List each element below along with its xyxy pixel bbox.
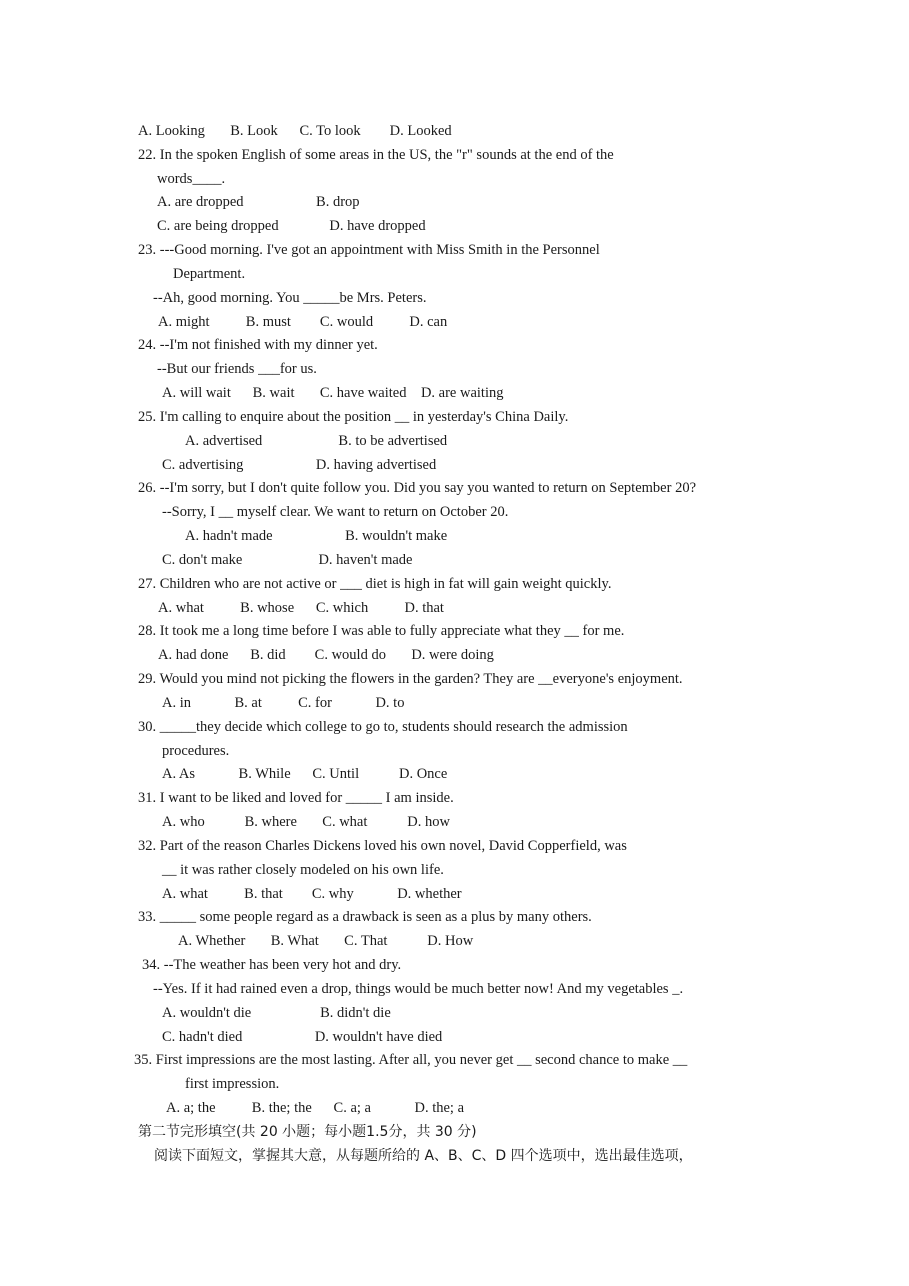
text-line: A. will wait B. wait C. have waited D. are waiting: [162, 385, 504, 401]
section-heading: 第二节完形填空(共 20 小题；每小题1.5分，共 30 分): [138, 1124, 477, 1140]
text-line: A. hadn't made B. wouldn't make: [185, 528, 448, 544]
text-line: __ it was rather closely modeled on his own life.: [162, 862, 444, 878]
text-line: A. what B. whose C. which D. that: [158, 600, 444, 616]
text-line: procedures.: [162, 743, 230, 759]
section-instructions: 阅读下面短文，掌握其大意，从每题所给的 A、B、C、D 四个选项中，选出最佳选项，: [154, 1148, 693, 1164]
text-line: A. wouldn't die B. didn't die: [162, 1005, 391, 1021]
text-line: --Ah, good morning. You _____be Mrs. Peters.: [153, 290, 427, 306]
text-line: 28. It took me a long time before I was able to fully appreciate what they __ for me.: [138, 623, 625, 639]
text-line: A. are dropped B. drop: [157, 194, 360, 210]
text-line: 24. --I'm not finished with my dinner yet.: [138, 337, 378, 353]
text-line: 23. ---Good morning. I've got an appointment with Miss Smith in the Personnel: [138, 242, 600, 258]
text-line: Department.: [173, 266, 246, 282]
text-line: A. Whether B. What C. That D. How: [178, 933, 474, 949]
text-line: A. Looking B. Look C. To look D. Looked: [138, 123, 452, 139]
text-line: --But our friends ___for us.: [157, 361, 317, 377]
text-line: C. are being dropped D. have dropped: [157, 218, 426, 234]
text-line: 27. Children who are not active or ___ diet is high in fat will gain weight quickly.: [138, 576, 612, 592]
text-line: --Sorry, I __ myself clear. We want to return on October 20.: [162, 504, 509, 520]
text-line: 34. --The weather has been very hot and dry.: [142, 957, 402, 973]
text-line: A. a; the B. the; the C. a; a D. the; a: [166, 1100, 465, 1116]
text-line: A. in B. at C. for D. to: [162, 695, 405, 711]
text-line: first impression.: [185, 1076, 280, 1092]
text-line: 33. _____ some people regard as a drawback is seen as a plus by many others.: [138, 909, 592, 925]
text-line: A. what B. that C. why D. whether: [162, 886, 462, 902]
text-line: C. hadn't died D. wouldn't have died: [162, 1029, 443, 1045]
text-line: 29. Would you mind not picking the flowers in the garden? They are __everyone's enjoyment.: [138, 671, 683, 687]
text-line: 26. --I'm sorry, but I don't quite follow you. Did you say you wanted to return on September 20?: [138, 480, 697, 496]
text-line: A. who B. where C. what D. how: [162, 814, 450, 830]
text-line: 35. First impressions are the most lasting. After all, you never get __ second chance to make __: [134, 1052, 688, 1068]
text-line: --Yes. If it had rained even a drop, things would be much better now! And my vegetables _.: [153, 981, 684, 997]
text-line: A. As B. While C. Until D. Once: [162, 766, 448, 782]
text-line: C. don't make D. haven't made: [162, 552, 413, 568]
text-line: A. might B. must C. would D. can: [158, 314, 448, 330]
text-line: C. advertising D. having advertised: [162, 457, 437, 473]
text-line: 32. Part of the reason Charles Dickens loved his own novel, David Copperfield, was: [138, 838, 627, 854]
text-line: 30. _____they decide which college to go to, students should research the admission: [138, 719, 628, 735]
text-line: 25. I'm calling to enquire about the position __ in yesterday's China Daily.: [138, 409, 569, 425]
text-line: 22. In the spoken English of some areas in the US, the "r" sounds at the end of the: [138, 147, 614, 163]
text-line: 31. I want to be liked and loved for _____ I am inside.: [138, 790, 454, 806]
text-line: A. advertised B. to be advertised: [185, 433, 448, 449]
text-line: words____.: [157, 171, 226, 187]
text-line: A. had done B. did C. would do D. were doing: [158, 647, 494, 663]
